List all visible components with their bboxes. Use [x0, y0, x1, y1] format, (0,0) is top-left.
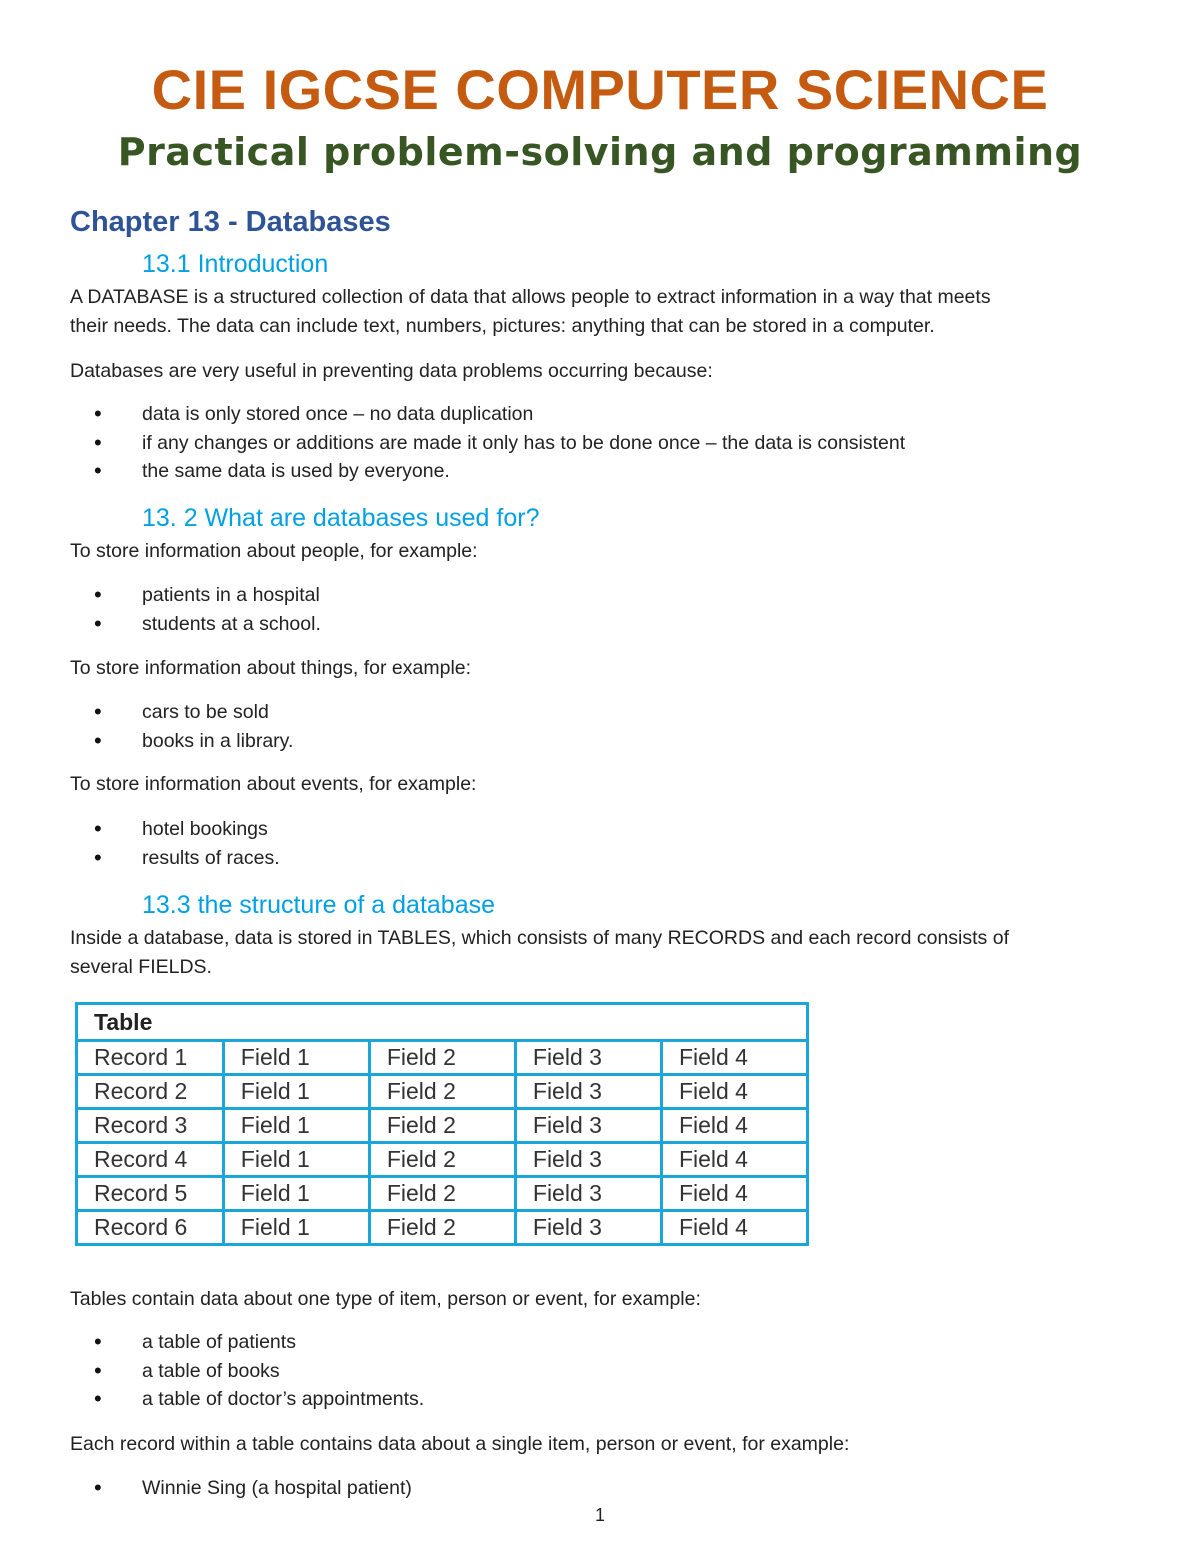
table-header-row	[77, 1004, 808, 1041]
paragraph-line: A DATABASE is a structured collection of data that allows people to extract information in a way that meets	[70, 286, 991, 308]
paragraph-line: several FIELDS.	[70, 955, 212, 978]
things-list	[70, 698, 293, 755]
table-cell: Field 4	[661, 1177, 807, 1211]
table-cell: Field 1	[223, 1109, 369, 1143]
document-subtitle: Practical problem-solving and programming	[117, 130, 1083, 174]
list-item: • if any changes or additions are made it only has to be done once – the data is consistent	[70, 429, 905, 458]
table-cell: Field 3	[515, 1109, 661, 1143]
table-row	[77, 1041, 808, 1075]
list-item: • a table of doctor’s appointments.	[70, 1385, 424, 1414]
table-header-cell: Table	[77, 1004, 808, 1041]
table-cell: Field 3	[515, 1143, 661, 1177]
table-cell: Field 2	[369, 1177, 515, 1211]
database-structure-table	[75, 1002, 809, 1246]
table-cell: Record 3	[77, 1109, 224, 1143]
table-cell: Record 2	[77, 1075, 224, 1109]
table-cell: Field 2	[369, 1075, 515, 1109]
table-cell: Field 2	[369, 1211, 515, 1245]
usefulness-list	[70, 400, 905, 486]
document-title: CIE IGCSE COMPUTER SCIENCE	[151, 58, 1049, 121]
table-cell: Field 1	[223, 1075, 369, 1109]
tables-intro: Tables contain data about one type of item, person or event, for example:	[70, 1288, 701, 1310]
table-row	[77, 1109, 808, 1143]
chapter-heading: Chapter 13 - Databases	[70, 206, 391, 238]
table-cell: Field 2	[369, 1041, 515, 1075]
list-item: • hotel bookings	[70, 815, 280, 844]
table-cell: Record 5	[77, 1177, 224, 1211]
usefulness-paragraph: Databases are very useful in preventing data problems occurring because:	[70, 360, 713, 382]
table-cell: Field 3	[515, 1177, 661, 1211]
section-heading-uses: 13. 2 What are databases used for?	[142, 504, 540, 532]
table-cell: Record 4	[77, 1143, 224, 1177]
table-row	[77, 1211, 808, 1245]
table-cell: Field 3	[515, 1075, 661, 1109]
table-row	[77, 1143, 808, 1177]
table-cell: Record 1	[77, 1041, 224, 1075]
list-item: • students at a school.	[70, 610, 321, 639]
list-item: • patients in a hospital	[70, 581, 321, 610]
things-intro: To store information about things, for example:	[70, 657, 472, 679]
list-item: • results of races.	[70, 844, 280, 873]
tables-examples-list	[70, 1328, 424, 1414]
table-cell: Field 4	[661, 1041, 807, 1075]
list-item: • the same data is used by everyone.	[70, 457, 905, 486]
paragraph-line: Inside a database, data is stored in TABLES, which consists of many RECORDS and each record consists of	[70, 927, 1009, 949]
table-cell: Field 3	[515, 1041, 661, 1075]
table-cell: Field 4	[661, 1211, 807, 1245]
events-intro: To store information about events, for example:	[70, 773, 477, 795]
page-number: 1	[594, 1505, 605, 1525]
table-cell: Field 1	[223, 1041, 369, 1075]
people-intro: To store information about people, for example:	[70, 540, 478, 562]
people-list	[70, 581, 321, 638]
list-item: • cars to be sold	[70, 698, 293, 727]
section-heading-introduction: 13.1 Introduction	[142, 250, 329, 278]
table-cell: Record 6	[77, 1211, 224, 1245]
records-intro: Each record within a table contains data about a single item, person or event, for example:	[70, 1433, 850, 1455]
introduction-paragraph	[70, 283, 1130, 340]
list-item: • Winnie Sing (a hospital patient)	[70, 1474, 412, 1503]
section-heading-structure: 13.3 the structure of a database	[142, 891, 496, 919]
list-item: • a table of books	[70, 1357, 424, 1386]
table-cell: Field 1	[223, 1211, 369, 1245]
structure-intro	[70, 924, 1130, 981]
table-cell: Field 4	[661, 1143, 807, 1177]
list-item: • data is only stored once – no data duplication	[70, 400, 905, 429]
table-cell: Field 2	[369, 1109, 515, 1143]
table-cell: Field 2	[369, 1143, 515, 1177]
table-cell: Field 1	[223, 1177, 369, 1211]
table-cell: Field 4	[661, 1109, 807, 1143]
events-list	[70, 815, 280, 872]
table-cell: Field 1	[223, 1143, 369, 1177]
table-row	[77, 1177, 808, 1211]
table-cell: Field 4	[661, 1075, 807, 1109]
list-item: • a table of patients	[70, 1328, 424, 1357]
paragraph-line: their needs. The data can include text, numbers, pictures: anything that can be stored in a computer.	[70, 314, 935, 337]
list-item: • books in a library.	[70, 727, 293, 756]
table-cell: Field 3	[515, 1211, 661, 1245]
records-examples-list	[70, 1474, 412, 1503]
table-row	[77, 1075, 808, 1109]
